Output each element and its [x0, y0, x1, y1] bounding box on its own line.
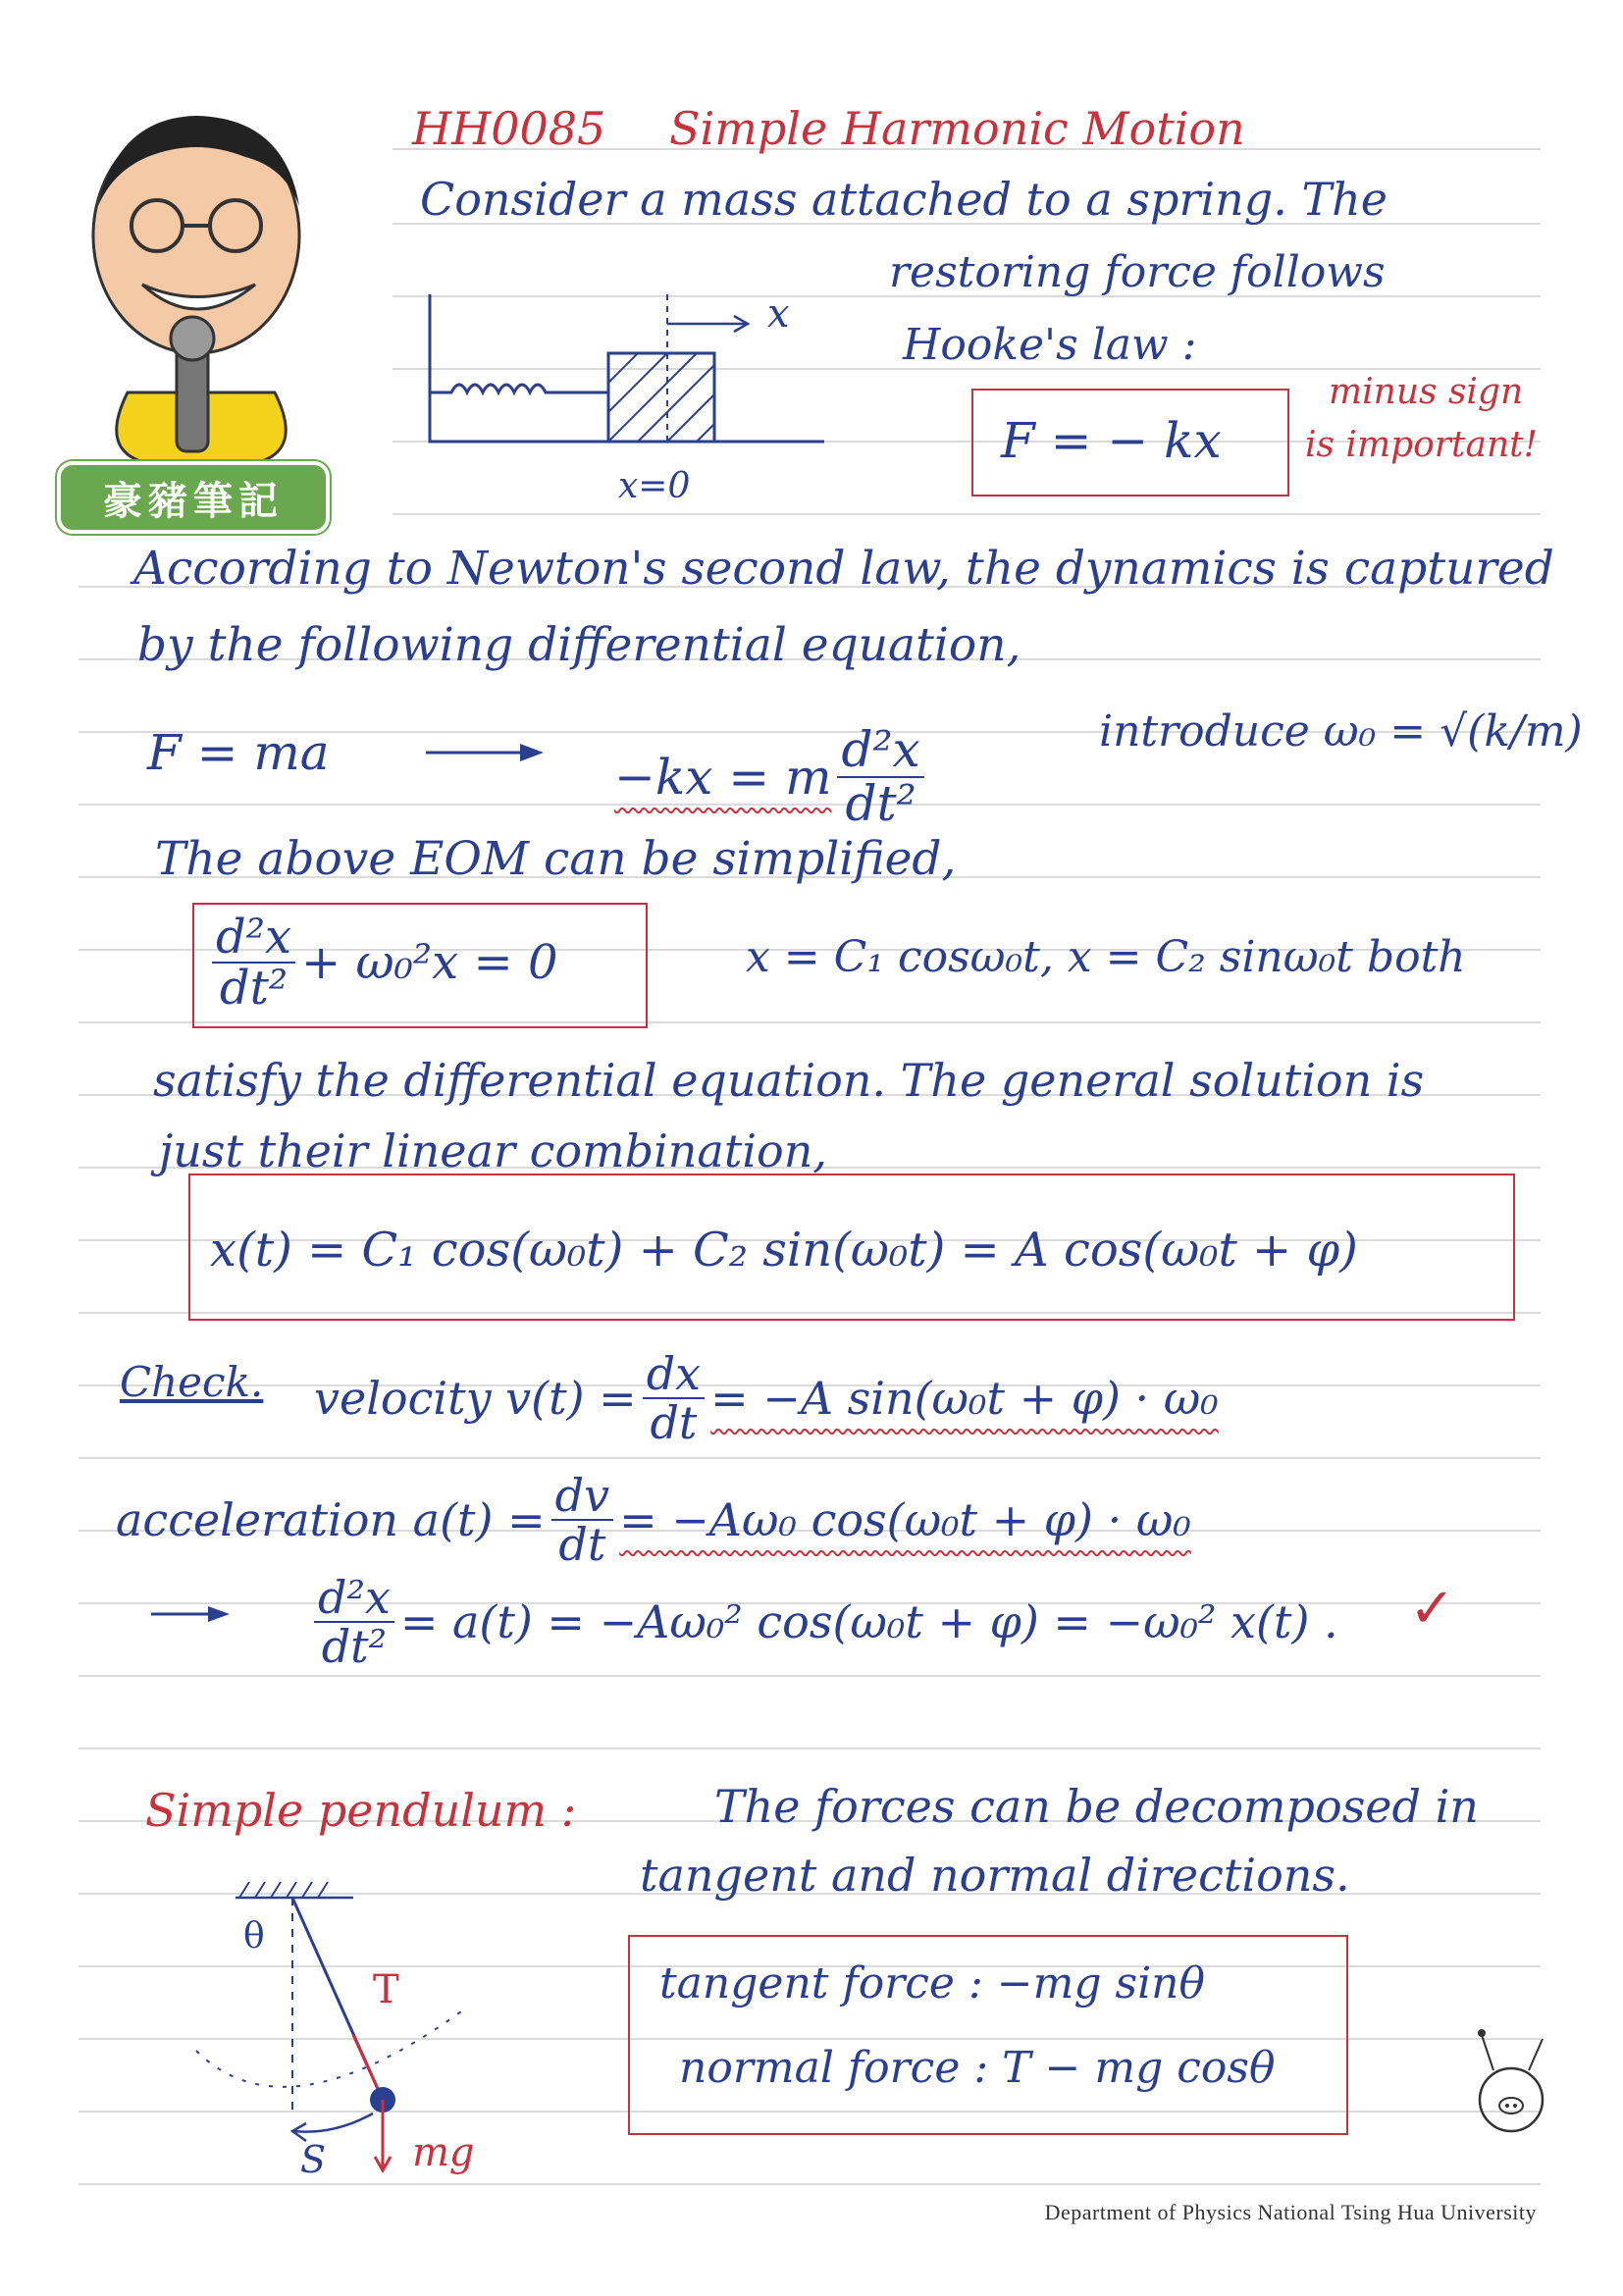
- eom-lhs: −kx = m: [614, 748, 832, 806]
- arc-label: S: [300, 2138, 327, 2181]
- checkmark-icon: ✓: [1409, 1577, 1455, 1641]
- accel-frac: [551, 1469, 613, 1572]
- implies-arrow-icon: [422, 738, 550, 767]
- final-frac: [314, 1571, 394, 1674]
- accel-num: dv: [551, 1472, 613, 1521]
- mascot-illustration: [59, 98, 334, 471]
- velocity-equation: [314, 1347, 1219, 1450]
- final-num: d²x: [314, 1574, 394, 1623]
- eom-line-3: just their linear combination,: [159, 1124, 827, 1177]
- normal-force: normal force : T − mg cosθ: [679, 2043, 1276, 2093]
- final-rhs: = a(t) = −Aω₀² cos(ω₀t + φ) = −ω₀² x(t) .: [399, 1595, 1338, 1649]
- notes-badge: 豪豬筆記: [57, 461, 330, 534]
- intro-line-2: restoring force follows: [889, 247, 1386, 297]
- minus-sign-note-2: is important!: [1305, 425, 1539, 465]
- velocity-num: dx: [643, 1350, 705, 1399]
- boxed-frac-den: dt²: [219, 961, 288, 1017]
- intro-line-1: Consider a mass attached to a spring. The: [420, 173, 1387, 226]
- accel-rhs: = −Aω₀ cos(ω₀t + φ) · ω₀: [619, 1493, 1191, 1547]
- footer-department: Department of Physics National Tsing Hua University: [1044, 2200, 1537, 2224]
- newton-line-2: by the following differential equation,: [137, 618, 1021, 672]
- origin-label: x=0: [618, 466, 691, 506]
- particular-solutions: x = C₁ cosω₀t, x = C₂ sinω₀t both: [746, 932, 1466, 982]
- intro-line-3: Hooke's law :: [903, 320, 1197, 370]
- f-equals-ma: F = ma: [147, 724, 330, 781]
- eom-equation: [614, 721, 930, 832]
- accel-den: dt: [558, 1518, 606, 1572]
- boxed-rest: + ω₀²x = 0: [301, 935, 558, 991]
- velocity-den: dt: [650, 1396, 698, 1450]
- final-equation: [308, 1571, 1338, 1674]
- axis-x-label: x: [767, 291, 790, 337]
- final-den: dt²: [321, 1620, 388, 1674]
- tension-label: T: [373, 1967, 399, 2012]
- frac-den: dt²: [845, 774, 916, 832]
- second-derivative: [837, 721, 923, 832]
- pendulum-line-1: The forces can be decomposed in: [714, 1780, 1479, 1833]
- general-solution: x(t) = C₁ cos(ω₀t) + C₂ sin(ω₀t) = A cos(ω₀t + φ): [210, 1223, 1358, 1278]
- acceleration-equation: [116, 1469, 1191, 1572]
- tangent-force: tangent force : −mg sinθ: [659, 1958, 1205, 2009]
- theta-label: θ: [243, 1916, 265, 1957]
- hookes-law-formula: F = − kx: [1001, 412, 1222, 469]
- newton-line-1: According to Newton's second law, the dynamics is captured: [133, 542, 1554, 596]
- page-title: Simple Harmonic Motion: [669, 102, 1245, 155]
- velocity-frac: [643, 1347, 705, 1450]
- eom-line-1: The above EOM can be simplified,: [155, 832, 957, 886]
- pig-doodle: [1452, 2021, 1570, 2149]
- eom-line-2: satisfy the differential equation. The general solution is: [153, 1054, 1425, 1107]
- accel-lhs: acceleration a(t) =: [116, 1493, 546, 1547]
- introduce-omega: introduce ω₀ = √(k/m): [1099, 706, 1583, 757]
- frac-num: d²x: [837, 724, 923, 778]
- boxed-frac-num: d²x: [212, 913, 295, 964]
- velocity-rhs: = −A sin(ω₀t + φ) · ω₀: [710, 1372, 1219, 1426]
- implies-arrow-2-icon: [147, 1601, 236, 1627]
- minus-sign-note-1: minus sign: [1329, 372, 1524, 412]
- velocity-lhs: velocity v(t) =: [314, 1372, 637, 1426]
- pendulum-heading: Simple pendulum :: [145, 1784, 577, 1837]
- eom-boxed: [206, 910, 558, 1017]
- weight-label: mg: [412, 2130, 475, 2175]
- pendulum-line-2: tangent and normal directions.: [640, 1849, 1350, 1902]
- check-label: Check.: [120, 1358, 264, 1406]
- note-code: HH0085: [412, 102, 606, 155]
- boxed-frac: [212, 910, 295, 1017]
